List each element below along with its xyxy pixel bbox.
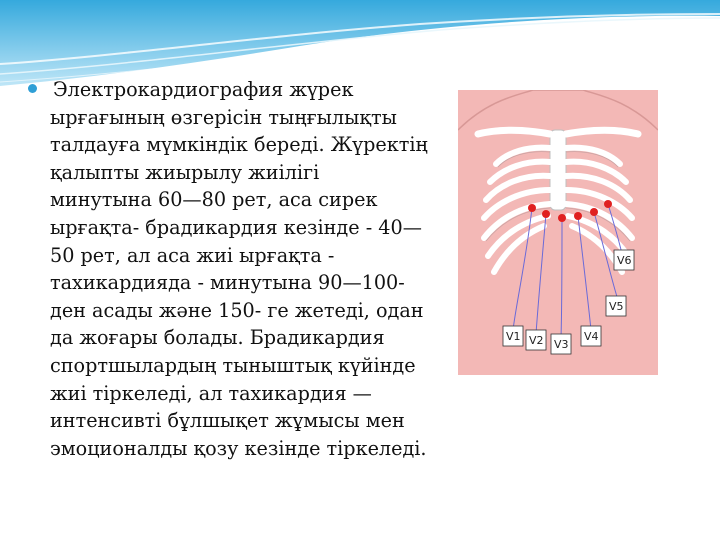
lead-label-v1: V1 — [506, 330, 521, 343]
lead-label-v2: V2 — [529, 334, 544, 347]
body-text-block — [28, 76, 468, 462]
text-line: талдауға мүмкіндік береді. Жүректің — [50, 133, 428, 157]
bullet-icon — [28, 84, 37, 93]
text-line: жиі тіркеледі, ал тахикардия — — [50, 381, 372, 405]
right-clavicle — [566, 130, 638, 134]
electrode-v3 — [558, 214, 566, 222]
text-line: Электрокардиография жүрек — [28, 76, 468, 104]
electrode-v1 — [528, 204, 536, 212]
lead-label-v3: V3 — [554, 338, 569, 351]
lead-label-v6: V6 — [617, 254, 632, 267]
text-line: минутына 60—80 рет, аса сирек — [50, 188, 378, 212]
text-line: ырғағының өзгерісін тыңғылықты — [50, 105, 397, 129]
electrode-v4 — [574, 212, 582, 220]
text-line: спортшылардың тыныштық күйінде — [50, 353, 416, 377]
electrode-v6 — [604, 200, 612, 208]
ecg-chest-lead-diagram — [458, 90, 658, 375]
sternum-bone — [550, 130, 566, 210]
text-line: эмоционалды қозу кезінде тіркеледі. — [50, 436, 427, 460]
text-line: тахикардияда - минутына 90—100- — [50, 271, 405, 295]
left-clavicle — [478, 130, 550, 134]
text-line: да жоғары болады. Брадикардия — [50, 326, 385, 350]
electrode-v5 — [590, 208, 598, 216]
text-line: қалыпты жиырылу жиілігі — [50, 160, 320, 184]
text-line: ырғақта- брадикардия кезінде - 40— — [50, 215, 422, 239]
text-line: интенсивті бұлшықет жұмысы мен — [50, 409, 405, 433]
text-line: 50 рет, ал аса жиі ырғақта - — [50, 243, 335, 267]
text-line: ден асады және 150- ге жетеді, одан — [50, 298, 424, 322]
lead-label-v4: V4 — [584, 330, 599, 343]
lead-label-v5: V5 — [609, 300, 624, 313]
electrode-v2 — [542, 210, 550, 218]
